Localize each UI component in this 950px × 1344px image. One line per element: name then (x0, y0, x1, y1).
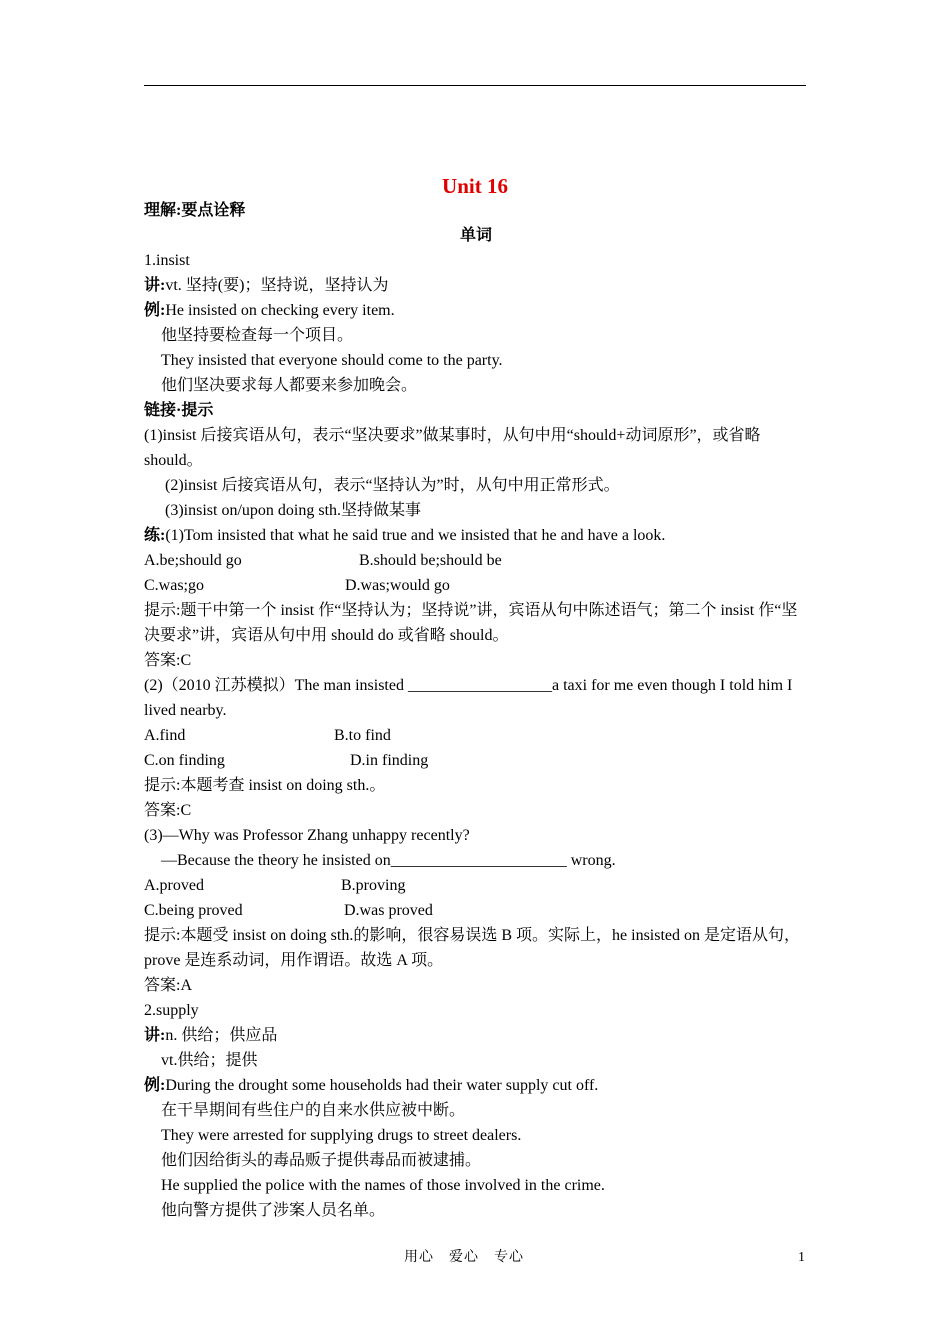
option-b: B.proving (341, 877, 406, 894)
footer-motto: 用心 爱心 专心 (404, 1250, 524, 1265)
word-head: 2.supply (144, 1002, 199, 1019)
definition-text: n. 供给；供应品 (165, 1027, 278, 1044)
option-row (144, 548, 808, 573)
lian-label: 练: (144, 527, 166, 544)
option-row (144, 723, 808, 748)
answer-text: 答案:C (144, 652, 192, 669)
option-b: B.should be;should be (359, 552, 502, 569)
definition-text: vt.供给；提供 (161, 1052, 258, 1069)
example-text: During the drought some households had their water supply cut off. (165, 1077, 599, 1094)
word-head: 1.insist (144, 252, 190, 269)
document-body (144, 198, 808, 1223)
definition-line (144, 273, 808, 298)
example-text: He supplied the police with the names of those involved in the crime. (161, 1177, 605, 1194)
tip-text: (3)insist on/upon doing sth.坚持做某事 (165, 502, 422, 519)
hint-text: 提示:题干中第一个 insist 作“坚持认为；坚持说”讲，宾语从句中陈述语气；第二个 insist 作“坚决要求”讲，宾语从句中用 should do 或省略 should。 (144, 602, 798, 644)
option-d: D.was;would go (345, 577, 450, 594)
section-heading: 理解:要点诠释 (144, 202, 246, 219)
example-text: They insisted that everyone should come to the party. (161, 352, 503, 369)
option-row (144, 748, 808, 773)
example-line (144, 298, 808, 323)
question-text: (2)（2010 江苏模拟）The man insisted __________________a taxi for me even though I told him I lived nearby. (144, 677, 793, 719)
question-line (144, 523, 808, 548)
header-rule (144, 85, 806, 86)
example-translation: 他坚持要检查每一个项目。 (161, 327, 354, 344)
option-d: D.in finding (350, 752, 429, 769)
question-text: (1)Tom insisted that what he said true and we insisted that he and have a look. (165, 527, 666, 544)
option-b: B.to find (334, 727, 391, 744)
example-line (144, 1073, 808, 1098)
option-a: A.find (144, 727, 186, 744)
option-c: C.being proved (144, 902, 243, 919)
hint-text: 提示:本题受 insist on doing sth.的影响，很容易误选 B 项。实际上，he insisted on 是定语从句，prove 是连系动词，用作谓语。故选 A 项。 (144, 927, 801, 969)
question-text: —Because the theory he insisted on______________________ wrong. (161, 852, 616, 869)
answer-text: 答案:C (144, 802, 192, 819)
example-text: They were arrested for supplying drugs to street dealers. (161, 1127, 522, 1144)
jiang-label: 讲: (144, 1027, 166, 1044)
example-translation: 在干旱期间有些住户的自来水供应被中断。 (161, 1102, 466, 1119)
definition-line (144, 1023, 808, 1048)
example-translation: 他们坚决要求每人都要来参加晚会。 (161, 377, 418, 394)
tip-text: (1)insist 后接宾语从句，表示“坚决要求”做某事时，从句中用“should+动词原形”，或省略 should。 (144, 427, 761, 469)
example-text: He insisted on checking every item. (165, 302, 395, 319)
option-d: D.was proved (344, 902, 433, 919)
li-label: 例: (144, 302, 166, 319)
option-c: C.was;go (144, 577, 204, 594)
example-translation: 他向警方提供了涉案人员名单。 (161, 1202, 386, 1219)
option-c: C.on finding (144, 752, 225, 769)
tip-text: (2)insist 后接宾语从句，表示“坚持认为”时，从句中用正常形式。 (165, 477, 620, 494)
option-row (144, 898, 808, 923)
jiang-label: 讲: (144, 277, 166, 294)
link-tip-label: 链接·提示 (144, 402, 214, 419)
answer-text: 答案:A (144, 977, 193, 994)
option-row (144, 573, 808, 598)
subheading: 单词 (459, 227, 492, 244)
page-number: 1 (798, 1250, 805, 1265)
option-a: A.be;should go (144, 552, 242, 569)
example-translation: 他们因给街头的毒品贩子提供毒品而被逮捕。 (161, 1152, 482, 1169)
li-label: 例: (144, 1077, 166, 1094)
hint-text: 提示:本题考查 insist on doing sth.。 (144, 777, 386, 794)
question-text: (3)—Why was Professor Zhang unhappy recently? (144, 827, 470, 844)
page-title: Unit 16 (442, 174, 508, 198)
option-a: A.proved (144, 877, 204, 894)
option-row (144, 873, 808, 898)
definition-text: vt. 坚持(要)；坚持说，坚持认为 (165, 277, 389, 294)
